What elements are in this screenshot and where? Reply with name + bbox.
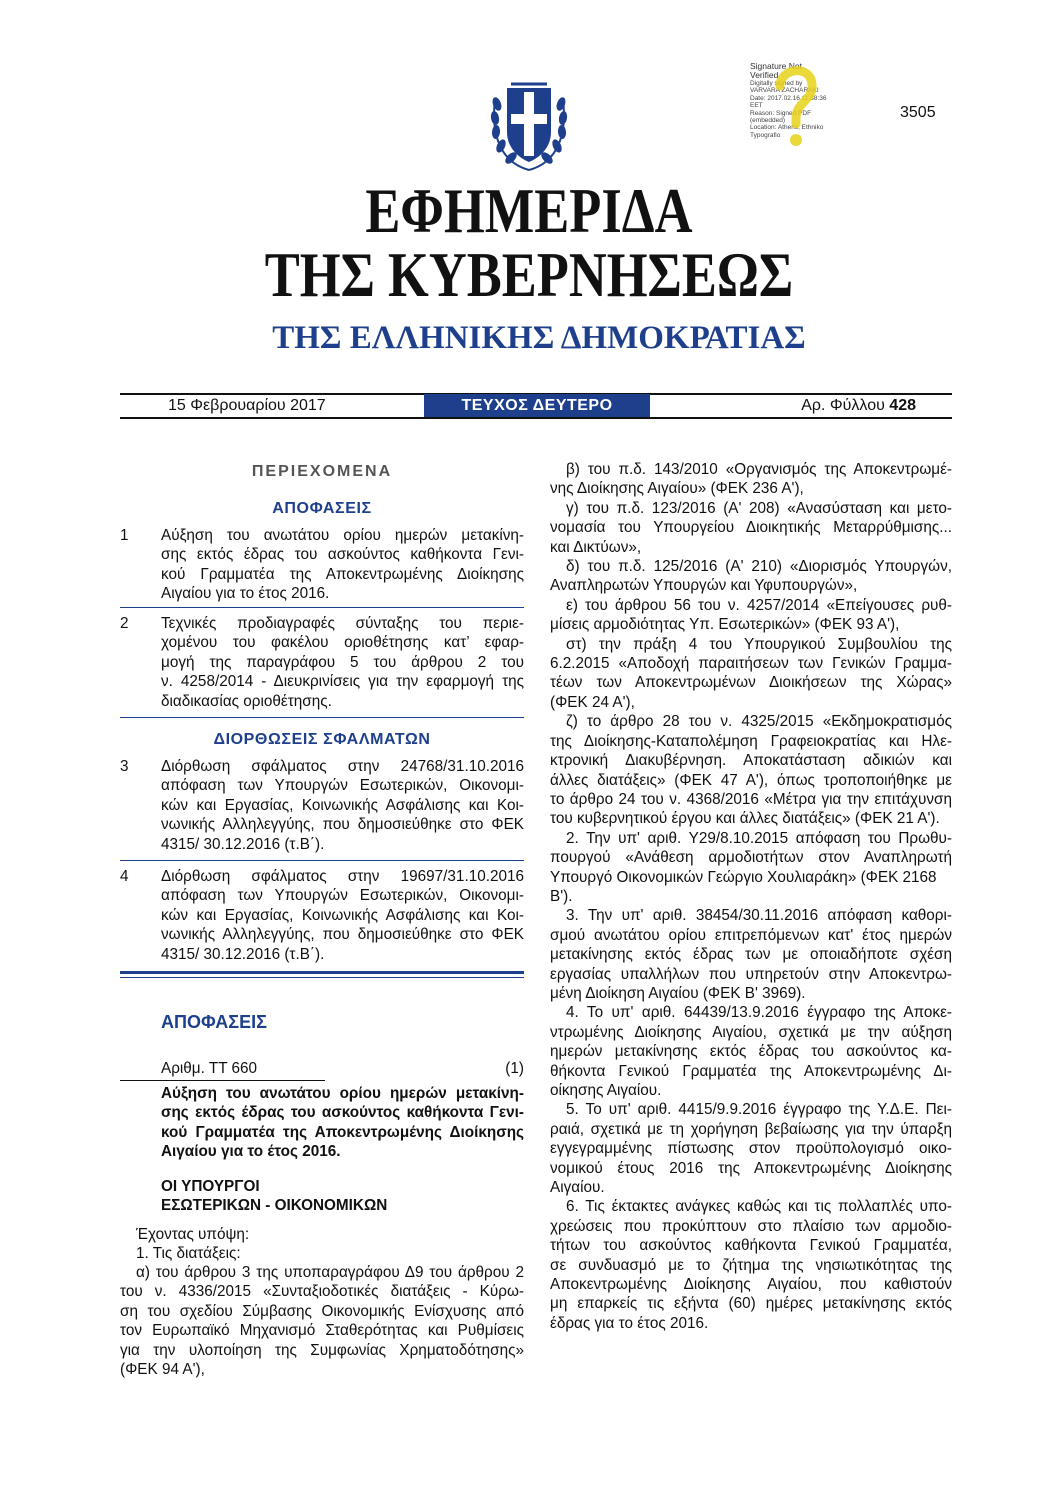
decision-number: Αριθμ. ΤΤ 660	[161, 1060, 258, 1077]
paragraph-line: 6.2.2015 «Αποδοχή παραιτήσεων των Γενικών Γραμμα-	[550, 655, 952, 673]
paragraph	[550, 1100, 952, 1197]
signature-line: Location: Athens, Ethniko	[750, 124, 824, 132]
right-column	[550, 460, 952, 1333]
toc-line: διαδικασίας οριοθέτησης.	[161, 692, 332, 710]
paragraph-line: 6. Τις έκτακτες ανάγκες καθώς και τις πολλαπλές υπο-	[566, 1198, 952, 1216]
toc-line: ν. 4258/2014 - Διευκρινίσεις για την εφαρμογή της	[161, 673, 524, 691]
coat-of-arms-icon	[487, 70, 571, 176]
paragraph-line: ση του σχεδίου Σύμβασης Οικονομικής Ενίσχυσης από	[120, 1302, 524, 1320]
paragraph-line: νομικού έτους 2016 της Αποκεντρωμένης Διοίκησης	[550, 1159, 952, 1177]
provisions-text: 1. Τις διατάξεις:	[136, 1245, 241, 1262]
paragraph-line: κτρονική Διακυβέρνηση. Αποκατάσταση αδικιών και	[550, 752, 952, 770]
decision-title	[161, 1084, 524, 1162]
paragraph	[550, 557, 952, 596]
paragraph-line: μετακίνησης εκτός έδρας των με οποιαδήποτε σχέση	[550, 946, 952, 964]
masthead-subtitle: ΤΗΣ ΕΛΛΗΝΙΚΗΣ ΔΗΜΟΚΡΑΤΙΑΣ	[272, 320, 806, 356]
paragraph	[550, 596, 952, 635]
page-number: 3505	[900, 104, 936, 121]
sheet-label: Αρ. Φύλλου	[801, 397, 885, 414]
paragraph	[550, 829, 952, 907]
section-rule-thick	[120, 971, 524, 974]
toc-line: Τεχνικές προδιαγραφές σύνταξης του περιε-	[161, 615, 524, 632]
paragraph-line: μη επαρκείς τις εξήντα (60) ημέρες μετακίνησης εκτός	[550, 1295, 952, 1313]
decision-title-line: Αιγαίου για το έτος 2016.	[161, 1143, 341, 1161]
section-rule-thin	[120, 977, 524, 978]
provision-item-a	[120, 1263, 524, 1379]
toc-line: Διόρθωση σφάλματος στην 24768/31.10.2016	[161, 758, 524, 775]
paragraph	[550, 635, 952, 713]
toc-line: Αιγαίου για το έτος 2016.	[161, 585, 330, 603]
paragraph-line: (ΦΕΚ 24 Α'),	[550, 693, 635, 711]
decision-title-line: κού Γραμματέα της Αποκεντρωμένης Διοίκησης	[161, 1123, 524, 1141]
paragraph	[550, 499, 952, 557]
paragraph-line: 4. Το υπ' αριθ. 64439/13.9.2016 έγγραφο της Αποκε-	[566, 1004, 952, 1022]
toc-line: κού Γραμματέα της Αποκεντρωμένης Διοίκησης	[161, 565, 524, 583]
toc-section-title: ΑΠΟΦΑΣΕΙΣ	[272, 500, 372, 517]
toc-line: απόφαση των Υπουργών Εσωτερικών, Οικονομι-	[161, 887, 524, 905]
paragraph-line: της Διοίκησης-Καταπολέμηση Γραφειοκρατίας και Ηλε-	[550, 732, 952, 750]
paragraph-line: μένη Διοίκηση Αιγαίου (ΦΕΚ Β' 3969).	[550, 984, 806, 1002]
paragraph-line: και Δικτύων»,	[550, 538, 642, 556]
paragraph-line: στ) την πράξη 4 του Υπουργικού Συμβουλίου της	[566, 635, 952, 653]
paragraph-line: χρεώσεις που προκύπτουν στο πλαίσιο των αρμοδιο-	[550, 1217, 952, 1235]
paragraph	[550, 1003, 952, 1100]
paragraph-line: πουργού «Ανάθεση αρμοδιοτήτων στον Αναπληρωτή	[550, 849, 952, 867]
toc-divider	[120, 607, 524, 608]
signature-line: Digitally signed by	[750, 80, 803, 87]
paragraph-line: ζ) το άρθρο 28 του ν. 4325/2015 «Εκδημοκρατισμός	[566, 713, 952, 731]
paragraph-line: Αναπληρωτών Υπουργών και Υφυπουργών»,	[550, 577, 858, 595]
toc-line: κών και Εργασίας, Κοινωνικής Ασφάλισης και Κοι-	[161, 796, 524, 814]
paragraph-line: Αιγαίου.	[550, 1179, 605, 1197]
toc-item-number: 1	[120, 527, 129, 544]
ministers-line: ΕΣΩΤΕΡΙΚΩΝ - ΟΙΚΟΝΟΜΙΚΩΝ	[161, 1197, 388, 1215]
signature-line: (embedded)	[750, 117, 786, 125]
toc-line: νωνικής Αλληλεγγύης, που δημοσιεύθηκε στο ΦΕΚ	[161, 926, 524, 944]
paragraph-line: τον Ευρωπαϊκό Μηχανισμό Σταθερότητας και Ρυθμίσεις	[120, 1322, 524, 1340]
masthead-title-line2: ΤΗΣ ΚΥΒΕΡΝΗΣΕΩΣ	[264, 239, 794, 310]
paragraph-line: Υπουργό Οικονομικών Γεώργιο Χουλιαράκη» (ΦΕΚ 2168 Β').	[550, 868, 937, 905]
paragraph	[550, 712, 952, 828]
masthead-title: ΕΦΗΜΕΡΙΔΑ	[365, 175, 693, 246]
paragraph-line: 2. Την υπ' αριθ. Υ29/8.10.2015 απόφαση του Πρωθυ-	[566, 829, 952, 847]
paragraph-line: έδρας για το έτος 2016.	[550, 1314, 709, 1332]
paragraph-line: ημερών μετακίνησης εκτός έδρας του ασκούντος κα-	[550, 1043, 952, 1061]
paragraph-line: τήτων του ασκούντος καθήκοντα Γενικού Γραμματέα,	[550, 1237, 952, 1255]
toc-heading: ΠΕΡΙΕΧΟΜΕΝΑ	[251, 463, 393, 480]
toc-section-title: ΔΙΟΡΘΩΣΕΙΣ ΣΦΑΛΜΑΤΩΝ	[213, 731, 431, 748]
sheet-value: 428	[889, 397, 916, 414]
ministers-line: ΟΙ ΥΠΟΥΡΓΟΙ	[161, 1178, 260, 1195]
toc-item-number: 3	[120, 758, 129, 775]
paragraph-line: τέων των Αποκεντρωμένων Διοικήσεων της Χώρας»	[550, 674, 952, 692]
toc-divider	[120, 717, 524, 718]
toc-line: νωνικής Αλληλεγγύης, που δημοσιεύθηκε στο ΦΕΚ	[161, 816, 524, 834]
considering-text: Έχοντας υπόψη:	[136, 1226, 250, 1243]
paragraph	[550, 1197, 952, 1333]
paragraph-line: μίσεις αρμοδιότητας Υπ. Εσωτερικών» (ΦΕΚ 93 Α'),	[550, 616, 900, 634]
signature-line: Verified	[750, 70, 779, 80]
paragraph-line: του ν. 4336/2015 «Συνταξιοδοτικές διατάξεις - Κύρω-	[120, 1283, 524, 1301]
paragraph-line: οίκησης Αιγαίου.	[550, 1082, 662, 1099]
toc-item-number: 4	[120, 868, 129, 885]
toc-line: μογή της παραγράφου 5 του άρθρου 2 του	[161, 653, 524, 671]
signature-line: Signature Not	[750, 61, 802, 71]
toc-item-text	[161, 757, 524, 854]
header-rule-bottom	[120, 417, 952, 419]
paragraph-line: του κυβερνητικού έργου και άλλες διατάξεις» (ΦΕΚ 21 Α').	[550, 810, 940, 828]
paragraph-line: ραιά, σχετικά με τη χορήγηση βεβαίωσης για την ύπαρξη	[550, 1120, 952, 1138]
signature-line: Date: 2017.02.16 11:38:36	[750, 94, 827, 102]
toc-item-text	[161, 614, 524, 711]
paragraph-line: άλλες διατάξεις» (ΦΕΚ 47 Α'), όπως τροποποιήθηκε με	[550, 771, 952, 789]
paragraph-line: Αποκεντρωμένης Διοίκησης Αιγαίου, που καθιστούν	[550, 1276, 952, 1294]
paragraph-line: γ) του π.δ. 123/2016 (Α' 208) «Ανασύσταση και μετο-	[566, 499, 952, 517]
paragraph-line: α) του άρθρου 3 της υποπαραγράφου Δ9 του άρθρου 2	[136, 1264, 524, 1281]
paragraph-line: εργασίας υπαλλήλων που υπηρετούν στην Αποκεντρω-	[550, 965, 952, 983]
ministers-heading	[161, 1177, 387, 1216]
paragraph-line: σμού ανωτάτου ορίου επιτρεπόμενων κατ' έτος ημερών	[550, 926, 952, 944]
paragraph-line: θήκοντα Γενικού Γραμματέα της Αποκεντρωμένης Δι-	[550, 1062, 952, 1080]
decision-number-rule	[120, 1080, 325, 1081]
paragraph-line: σε συνδυασμό με το ζήτημα της νησιωτικότητας της	[550, 1256, 952, 1274]
paragraph-line: δ) του π.δ. 125/2016 (Α' 210) «Διορισμός Υπουργών,	[566, 558, 952, 576]
paragraph-line: το άρθρο 24 του ν. 4368/2016 «Μέτρα για την επιτάχυνση	[550, 790, 952, 808]
toc-item-text	[161, 867, 524, 964]
paragraph-line: (ΦΕΚ 94 Α'),	[120, 1361, 205, 1379]
toc-item-number: 2	[120, 615, 129, 632]
decisions-heading: ΑΠΟΦΑΣΕΙΣ	[161, 1012, 267, 1032]
paragraph-line: 3. Την υπ' αριθ. 38454/30.11.2016 απόφαση καθορι-	[566, 907, 952, 925]
issue-date: 15 Φεβρουαρίου 2017	[168, 397, 326, 414]
paragraph-line: για την υλοποίηση της Συμφωνίας Χρηματοδότησης»	[120, 1341, 524, 1359]
decision-title-line: σης εκτός έδρας του ασκούντος καθήκοντα Γενι-	[161, 1104, 524, 1122]
paragraph-line: β) του π.δ. 143/2010 «Οργανισμός της Αποκεντρωμέ-	[566, 461, 952, 478]
paragraph-line: νομασία του Υπουργείου Διοικητικής Μεταρρύθμισης...	[550, 519, 952, 537]
toc-line: 4315/ 30.12.2016 (τ.Β΄).	[161, 945, 325, 963]
toc-line: 4315/ 30.12.2016 (τ.Β΄).	[161, 835, 325, 853]
signature-line: Reason: Signed PDF	[750, 109, 812, 117]
decision-index: (1)	[505, 1060, 524, 1077]
toc-line: Διόρθωση σφάλματος στην 19697/31.10.2016	[161, 868, 524, 885]
toc-line: χομένου του φακέλου οριοθέτησης κατ’ εφαρ-	[161, 634, 524, 652]
toc-item-text	[161, 526, 524, 604]
paragraph-line: εγγεγραμμένης πίστωσης στον προϋπολογισμό οικο-	[550, 1140, 952, 1158]
toc-line: σης εκτός έδρας του ασκούντος καθήκοντα Γενι-	[161, 546, 524, 564]
toc-line: Αύξηση του ανωτάτου ορίου ημερών μετακίνη-	[161, 527, 524, 544]
paragraph-line: νης Διοίκησης Αιγαίου» (ΦΕΚ 236 Α'),	[550, 480, 804, 498]
question-mark-icon	[770, 60, 820, 152]
paragraph	[550, 906, 952, 1003]
paragraph	[550, 460, 952, 499]
signature-line: VARVARA ZACHARAKI	[750, 87, 819, 95]
signature-line: Typografio	[750, 131, 781, 139]
issue-label: ΤΕΥΧΟΣ ΔΕΥΤΕΡΟ	[424, 394, 650, 418]
decision-title-line: Αύξηση του ανωτάτου ορίου ημερών μετακίνη-	[161, 1085, 524, 1102]
toc-line: απόφαση των Υπουργών Εσωτερικών, Οικονομι-	[161, 777, 524, 795]
toc-line: κών και Εργασίας, Κοινωνικής Ασφάλισης και Κοι-	[161, 906, 524, 924]
paragraph-line: ε) του άρθρου 56 του ν. 4257/2014 «Επείγουσες ρυθ-	[566, 596, 952, 614]
sheet-number	[801, 397, 916, 415]
signature-line: EET	[750, 102, 763, 110]
paragraph-line: 5. Το υπ' αριθ. 4415/9.9.2016 έγγραφο της Υ.Δ.Ε. Πει-	[566, 1101, 952, 1119]
toc-divider	[120, 860, 524, 861]
paragraph-line: ντρωμένης Διοίκησης Αιγαίου, σχετικά με την αύξηση	[550, 1023, 952, 1041]
